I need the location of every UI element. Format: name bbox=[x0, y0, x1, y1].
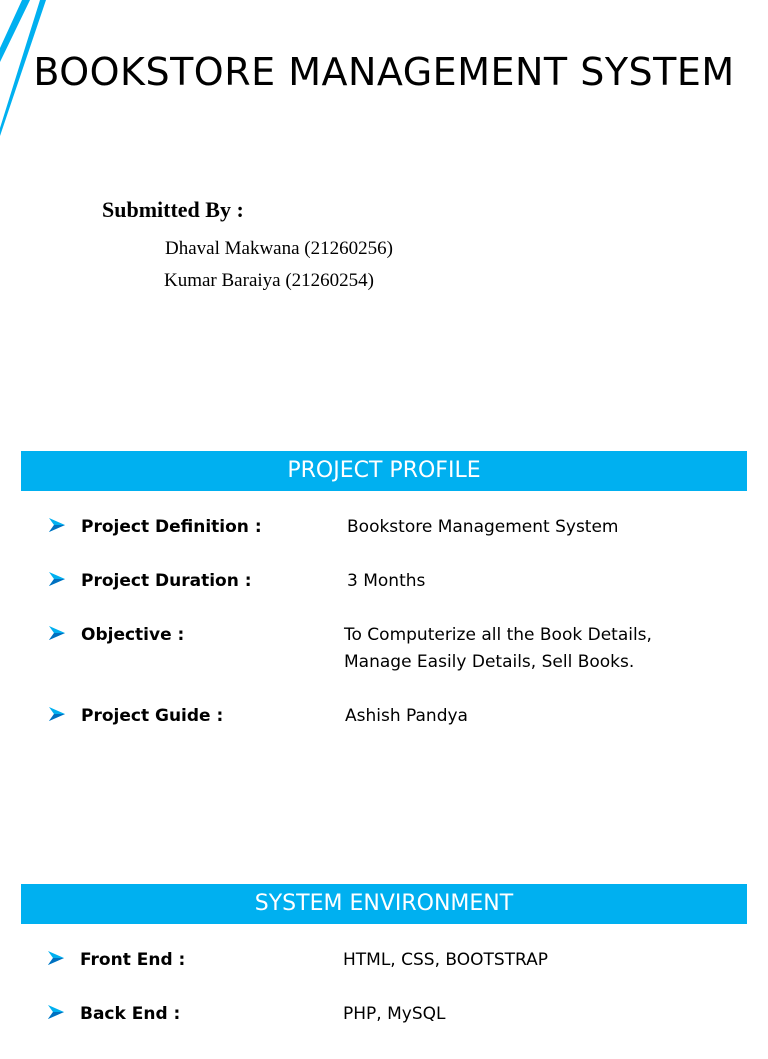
item-value: Bookstore Management System bbox=[347, 517, 619, 537]
profile-item-definition bbox=[0, 512, 768, 572]
arrow-bullet-icon bbox=[49, 707, 65, 721]
system-environment-banner: SYSTEM ENVIRONMENT bbox=[21, 884, 747, 924]
item-value-line: Manage Easily Details, Sell Books. bbox=[344, 652, 635, 672]
profile-item-guide bbox=[0, 701, 768, 761]
item-label: Front End : bbox=[80, 950, 186, 970]
arrow-bullet-icon bbox=[49, 626, 65, 640]
item-value: HTML, CSS, BOOTSTRAP bbox=[343, 950, 549, 970]
env-item-front-end bbox=[0, 945, 768, 1005]
item-value: Ashish Pandya bbox=[345, 706, 468, 726]
env-item-back-end bbox=[0, 999, 768, 1059]
arrow-bullet-icon bbox=[48, 1005, 64, 1019]
item-value: 3 Months bbox=[347, 571, 426, 591]
project-profile-banner: PROJECT PROFILE bbox=[21, 451, 747, 491]
arrow-bullet-icon bbox=[49, 572, 65, 586]
arrow-bullet-icon bbox=[49, 518, 65, 532]
arrow-bullet-icon bbox=[48, 951, 64, 965]
profile-item-duration bbox=[0, 566, 768, 626]
submitted-by-heading: Submitted By : bbox=[102, 197, 244, 222]
item-label: Project Duration : bbox=[81, 571, 252, 591]
page-title: BOOKSTORE MANAGEMENT SYSTEM bbox=[33, 50, 735, 94]
member-name: Dhaval Makwana (21260256) bbox=[165, 238, 393, 259]
member-name: Kumar Baraiya (21260254) bbox=[164, 270, 374, 291]
profile-item-objective bbox=[0, 620, 768, 680]
item-label: Back End : bbox=[80, 1004, 181, 1024]
item-value-line: To Computerize all the Book Details, bbox=[344, 625, 652, 645]
item-value: PHP, MySQL bbox=[343, 1004, 446, 1024]
item-label: Project Definition : bbox=[81, 517, 262, 537]
item-label: Objective : bbox=[81, 625, 185, 645]
item-label: Project Guide : bbox=[81, 706, 224, 726]
